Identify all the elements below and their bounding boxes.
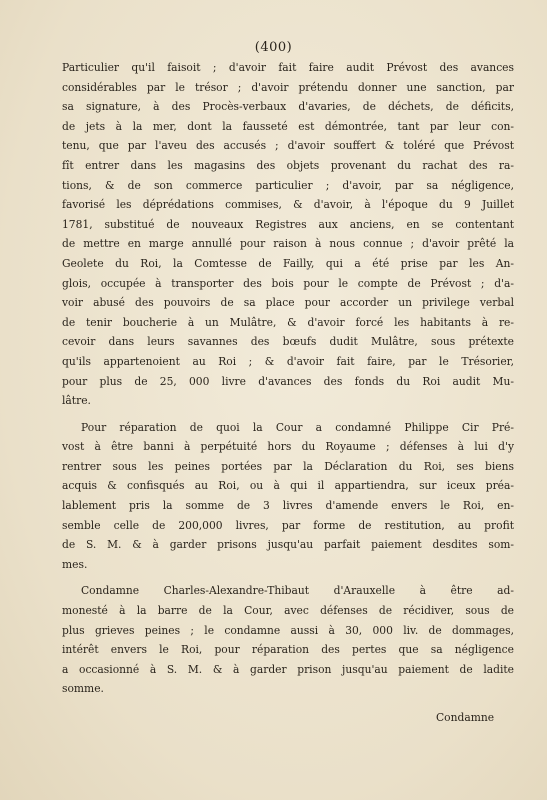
text-line: acquis & confisqués au Roi, ou à qui il appartiendra, sur iceux préa-: [62, 479, 514, 493]
paragraph-2: [62, 418, 514, 575]
text-line: tions, & de son commerce particulier ; d'avoir, par sa négligence,: [62, 178, 514, 192]
paragraph-3: [62, 581, 514, 699]
text-line: Geolete du Roi, la Comtesse de Failly, qui a été prise par les An-: [62, 256, 514, 270]
catchword: Condamne: [436, 711, 495, 724]
text-line: glois, occupée à transporter des bois pour le compte de Prévost ; d'a-: [62, 276, 514, 290]
text-line: tenu, que par l'aveu des accusés ; d'avoir souffert & toléré que Prévost: [62, 139, 514, 153]
text-line: somme.: [62, 682, 104, 696]
text-line: de S. M. & à garder prisons jusqu'au parfait paiement desdites som-: [62, 538, 514, 552]
text-line: lablement pris la somme de 3 livres d'amende envers le Roi, en-: [62, 499, 514, 513]
text-line: cevoir dans leurs savannes des bœufs dudit Mulâtre, sous prétexte: [62, 335, 514, 349]
text-line: considérables par le trésor ; d'avoir prétendu donner une sanction, par: [62, 80, 514, 94]
text-line: 1781, substitué de nouveaux Registres aux anciens, en se contentant: [62, 217, 514, 231]
text-line: de mettre en marge annullé pour raison à nous connue ; d'avoir prêté la: [62, 237, 514, 251]
text-line: Particulier qu'il faisoit ; d'avoir fait faire audit Prévost des avances: [62, 61, 514, 74]
text-line: qu'ils appartenoient au Roi ; & d'avoir fait faire, par le Trésorier,: [62, 354, 514, 368]
text-line: sa signature, à des Procès-verbaux d'avaries, de déchets, de déficits,: [62, 100, 514, 114]
text-line: de jets à la mer, dont la fausseté est démontrée, tant par leur con-: [62, 119, 514, 133]
text-line: monesté à la barre de la Cour, avec défenses de récidiver, sous de: [62, 604, 514, 618]
body-text: [62, 58, 514, 699]
text-line: de tenir boucherie à un Mulâtre, & d'avoir forcé les habitants à re-: [62, 315, 514, 329]
text-line: favorisé les déprédations commises, & d'avoir, à l'époque du 9 Juillet: [62, 198, 514, 212]
text-line: semble celle de 200,000 livres, par forme de restitution, au profit: [62, 518, 514, 532]
page-number: (400): [254, 40, 293, 55]
text-line: vost à être banni à perpétuité hors du Royaume ; défenses à lui d'y: [62, 440, 514, 454]
text-line: voir abusé des pouvoirs de sa place pour accorder un privilege verbal: [62, 296, 514, 310]
text-line: pour plus de 25, 000 livre d'avances des fonds du Roi audit Mu-: [62, 374, 514, 388]
paragraph-1: [62, 58, 514, 411]
text-line: plus grieves peines ; le condamne aussi à 30, 000 liv. de dommages,: [62, 623, 514, 637]
text-line: intérêt envers le Roi, pour réparation des pertes que sa négligence: [62, 643, 514, 657]
text-line: rentrer sous les peines portées par la Déclaration du Roi, ses biens: [62, 459, 514, 473]
text-line: Condamne Charles-Alexandre-Thibaut d'Arauxelle à être ad-: [81, 584, 514, 598]
text-line: lâtre.: [62, 394, 91, 408]
text-line: mes.: [62, 557, 88, 571]
text-line: fît entrer dans les magasins des objets provenant du rachat des ra-: [62, 158, 514, 172]
text-line: Pour réparation de quoi la Cour a condamné Philippe Cir Pré-: [81, 420, 514, 434]
text-line: a occasionné à S. M. & à garder prison jusqu'au paiement de ladite: [62, 662, 514, 676]
